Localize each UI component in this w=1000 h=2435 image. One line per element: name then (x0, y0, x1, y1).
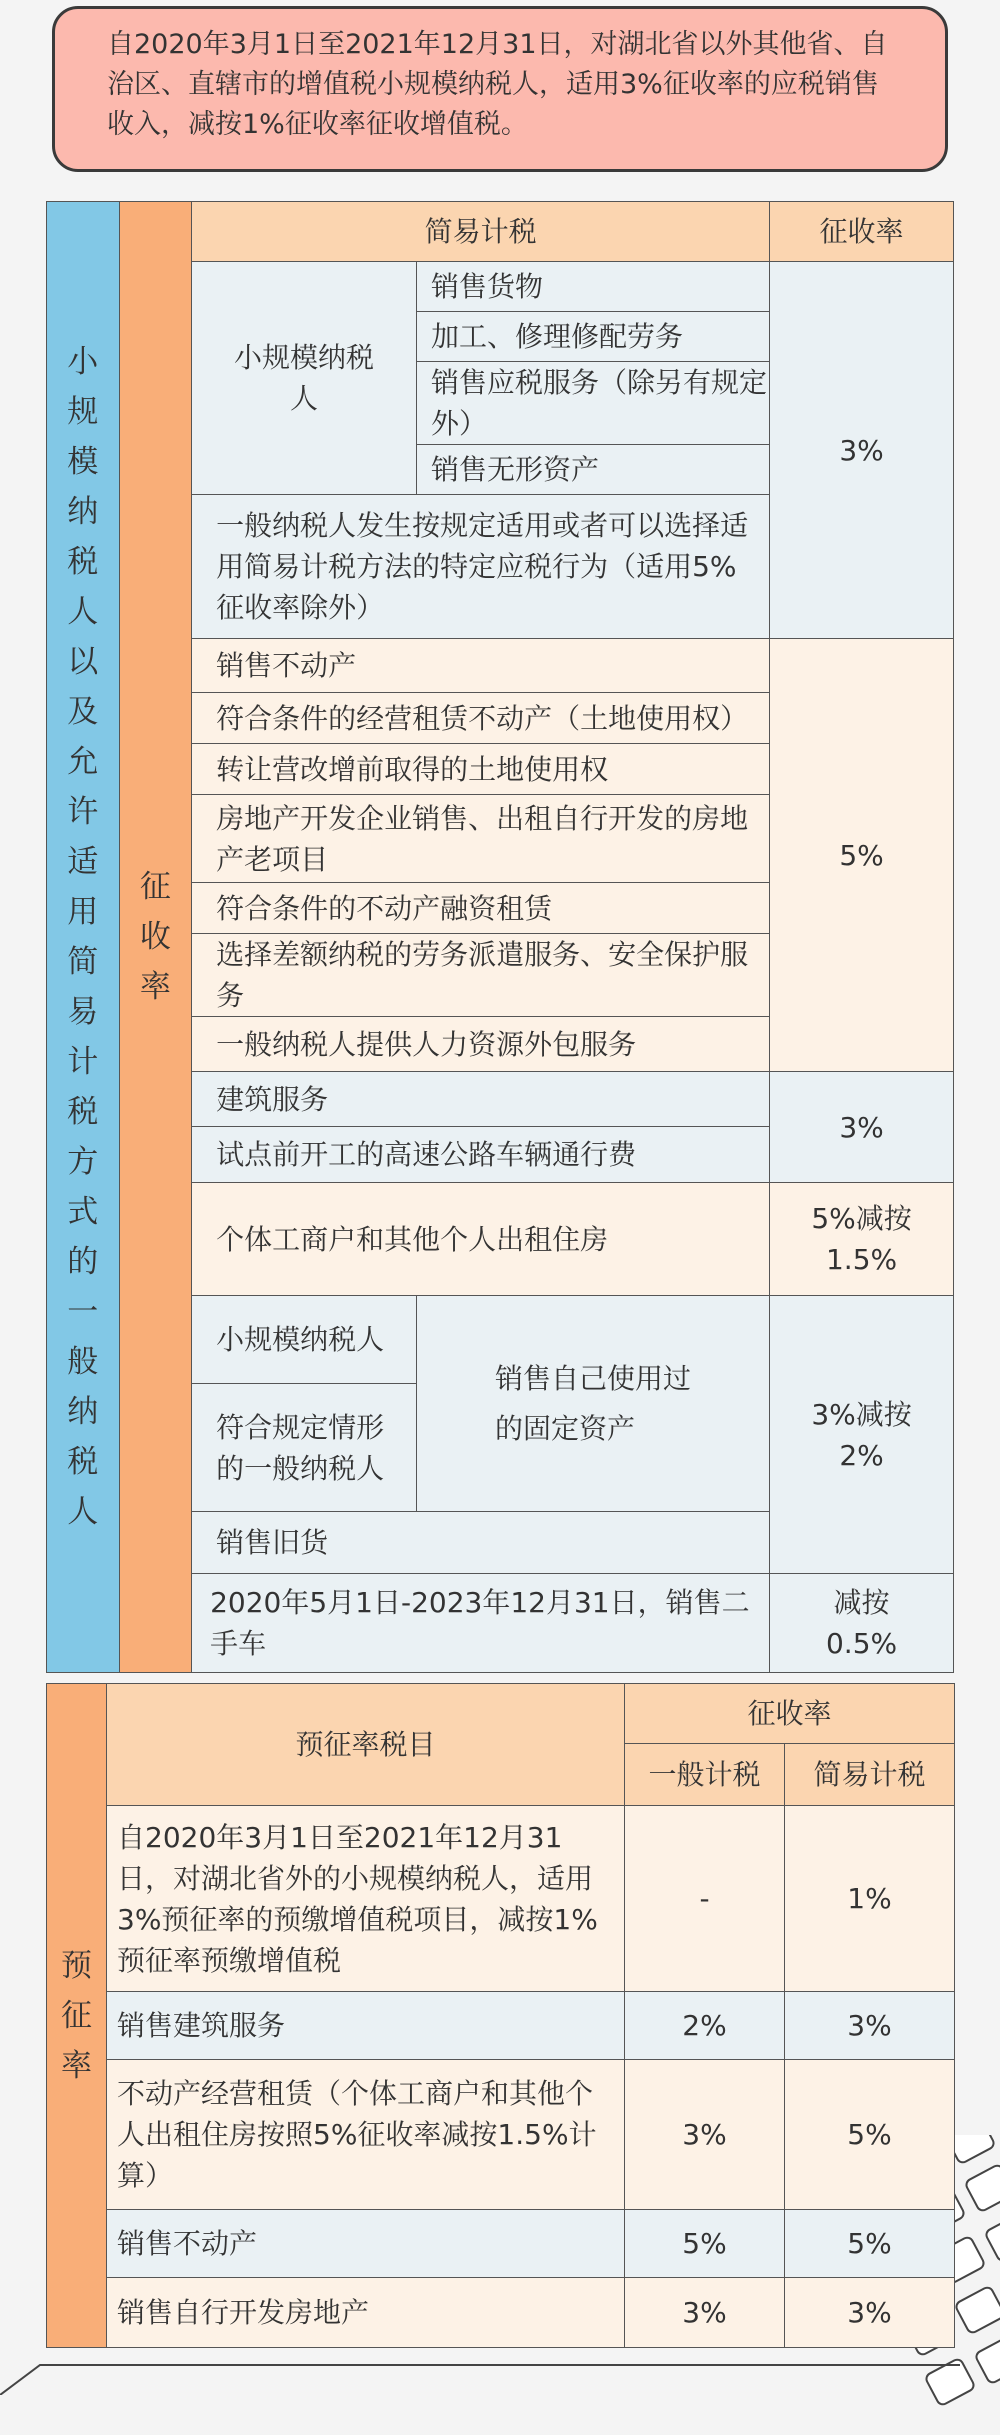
small-item: 销售货物 (417, 262, 770, 312)
five-item: 选择差额纳税的劳务派遣服务、安全保护服务 (192, 934, 770, 1017)
used-goods-item: 销售旧货 (192, 1512, 770, 1574)
prepay-row-item: 销售建筑服务 (107, 1992, 625, 2060)
three-item: 建筑服务 (192, 1072, 770, 1127)
prepay-row-simple: 5% (785, 2060, 955, 2210)
rate-car: 减按0.5% (770, 1574, 954, 1673)
five-item: 销售不动产 (192, 639, 770, 693)
five-item: 一般纳税人提供人力资源外包服务 (192, 1017, 770, 1072)
header-rate: 征收率 (770, 202, 954, 262)
five-item: 转让营改增前取得的土地使用权 (192, 744, 770, 795)
rate-2-percent: 3%减按2% (770, 1296, 954, 1574)
prepay-row-item: 销售不动产 (107, 2210, 625, 2278)
five-item: 房地产开发企业销售、出租自行开发的房地产老项目 (192, 795, 770, 883)
prepay-row-item: 销售自行开发房地产 (107, 2278, 625, 2348)
three-item: 试点前开工的高速公路车辆通行费 (192, 1127, 770, 1183)
prepay-side-label: 预征率 (47, 1684, 107, 2348)
general-simple-item: 一般纳税人发生按规定适用或者可以选择适用简易计税方法的特定应税行为（适用5%征收率除外） (192, 495, 770, 639)
rate-rent: 5%减按1.5% (770, 1183, 954, 1296)
prepay-header-simple: 简易计税 (785, 1744, 955, 1806)
rate-3-percent: 3% (770, 262, 954, 639)
rate-3-percent-b: 3% (770, 1072, 954, 1183)
prepay-row-item: 不动产经营租赁（个体工商户和其他个人出租住房按照5%征收率减按1.5%计算） (107, 2060, 625, 2210)
prepay-row-simple: 5% (785, 2210, 955, 2278)
five-item: 符合条件的不动产融资租赁 (192, 883, 770, 934)
prepay-header-general: 一般计税 (625, 1744, 785, 1806)
prepay-row-general: 3% (625, 2278, 785, 2348)
fixed-asset-small: 小规模纳税人 (192, 1296, 417, 1384)
prepay-row-simple: 1% (785, 1806, 955, 1992)
rate-5-percent: 5% (770, 639, 954, 1072)
five-item: 符合条件的经营租赁不动产（土地使用权） (192, 693, 770, 744)
prepay-row-simple: 3% (785, 1992, 955, 2060)
prepay-header-item: 预征率税目 (107, 1684, 625, 1806)
notice-box: 自2020年3月1日至2021年12月31日，对湖北省以外其他省、自治区、直辖市的增值税小规模纳税人，适用3%征收率的应税销售收入，减按1%征收率征收增值税。 (52, 6, 948, 172)
small-taxpayer-label: 小规模纳税人 (192, 262, 417, 495)
header-simple-tax: 简易计税 (192, 202, 770, 262)
prepay-row-general: 5% (625, 2210, 785, 2278)
prepay-row-general: 3% (625, 2060, 785, 2210)
small-item: 销售无形资产 (417, 445, 770, 495)
small-item: 销售应税服务（除另有规定外） (417, 362, 770, 445)
sub-label: 征收率 (119, 202, 192, 1673)
fixed-asset-general: 符合规定情形的一般纳税人 (192, 1384, 417, 1512)
side-label: 小规模纳税人以及允许适用简易计税方式的一般纳税人 (47, 202, 120, 1673)
small-item: 加工、修理修配劳务 (417, 312, 770, 362)
prepayment-rate-table (46, 1683, 955, 2348)
collection-rate-table (46, 201, 954, 1673)
prepay-row-general: 2% (625, 1992, 785, 2060)
prepay-row-general: - (625, 1806, 785, 1992)
used-car-item: 2020年5月1日-2023年12月31日，销售二手车 (192, 1574, 770, 1673)
rent-item: 个体工商户和其他个人出租住房 (192, 1183, 770, 1296)
prepay-row-simple: 3% (785, 2278, 955, 2348)
prepay-row-item: 自2020年3月1日至2021年12月31日，对湖北省外的小规模纳税人，适用3%预征率的预缴增值税项目，减按1%预征率预缴增值税 (107, 1806, 625, 1992)
prepay-header-rate: 征收率 (625, 1684, 955, 1744)
fixed-asset-item: 销售自己使用过的固定资产 (417, 1296, 770, 1512)
